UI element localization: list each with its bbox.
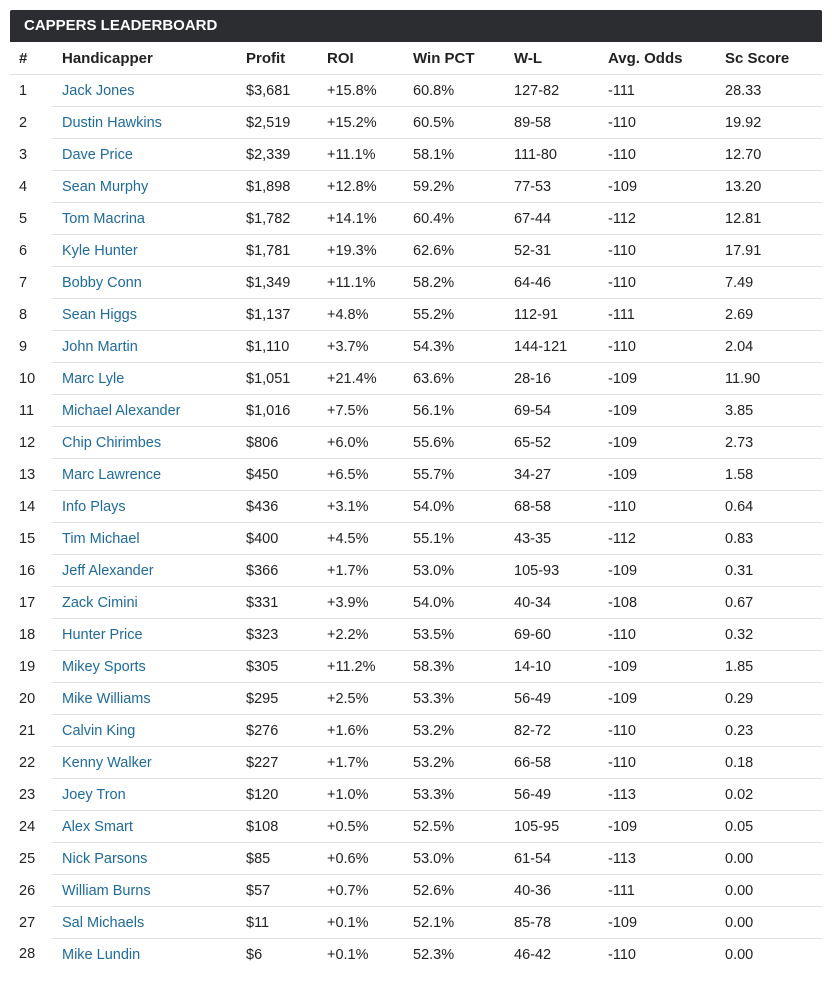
profit-cell: $323 — [246, 619, 327, 651]
table-row — [10, 171, 822, 203]
sc-score-cell: 0.02 — [725, 779, 822, 811]
win-pct-cell: 62.6% — [413, 235, 514, 267]
avg-odds-cell: -110 — [608, 715, 725, 747]
handicapper-cell — [52, 235, 246, 267]
profit-cell: $400 — [246, 523, 327, 555]
avg-odds-cell: -109 — [608, 171, 725, 203]
sc-score-cell: 0.32 — [725, 619, 822, 651]
column-header-profit: Profit — [246, 42, 327, 75]
table-row — [10, 427, 822, 459]
sc-score-cell: 13.20 — [725, 171, 822, 203]
profit-cell: $57 — [246, 875, 327, 907]
rank-cell: 26 — [19, 882, 36, 899]
roi-cell: +6.0% — [327, 427, 413, 459]
profit-cell: $1,110 — [246, 331, 327, 363]
roi-cell: +6.5% — [327, 459, 413, 491]
roi-cell: +2.2% — [327, 619, 413, 651]
avg-odds-cell: -108 — [608, 587, 725, 619]
profit-cell: $1,782 — [246, 203, 327, 235]
sc-score-cell: 0.83 — [725, 523, 822, 555]
table-row — [10, 811, 822, 843]
rank-cell: 10 — [19, 370, 36, 387]
table-row — [10, 331, 822, 363]
handicapper-cell — [52, 299, 246, 331]
profit-cell: $2,519 — [246, 107, 327, 139]
rank-cell: 20 — [19, 690, 36, 707]
leaderboard-table — [10, 42, 822, 970]
column-header-handicapper: Handicapper — [52, 42, 246, 75]
roi-cell: +21.4% — [327, 363, 413, 395]
profit-cell: $436 — [246, 491, 327, 523]
win-pct-cell: 55.1% — [413, 523, 514, 555]
wl-cell: 66-58 — [514, 747, 608, 779]
handicapper-link[interactable]: Michael Alexander — [62, 402, 181, 419]
column-header-avg-odds: Avg. Odds — [608, 42, 725, 75]
win-pct-cell: 60.8% — [413, 75, 514, 107]
avg-odds-cell: -110 — [608, 619, 725, 651]
win-pct-cell: 53.0% — [413, 555, 514, 587]
wl-cell: 69-54 — [514, 395, 608, 427]
wl-cell: 89-58 — [514, 107, 608, 139]
handicapper-link[interactable]: Alex Smart — [62, 818, 133, 835]
handicapper-cell — [52, 939, 246, 971]
rank-cell: 4 — [19, 178, 28, 195]
rank-cell: 8 — [19, 306, 28, 323]
rank-cell: 5 — [19, 210, 28, 227]
table-row — [10, 395, 822, 427]
table-row — [10, 747, 822, 779]
table-row — [10, 619, 822, 651]
sc-score-cell: 2.73 — [725, 427, 822, 459]
wl-cell: 28-16 — [514, 363, 608, 395]
win-pct-cell: 58.3% — [413, 651, 514, 683]
handicapper-link[interactable]: Zack Cimini — [62, 594, 138, 611]
handicapper-cell — [52, 715, 246, 747]
avg-odds-cell: -110 — [608, 946, 636, 963]
handicapper-link[interactable]: Dustin Hawkins — [62, 114, 162, 131]
wl-cell: 56-49 — [514, 779, 608, 811]
avg-odds-cell: -110 — [608, 139, 725, 171]
profit-cell: $120 — [246, 779, 327, 811]
win-pct-cell: 60.4% — [413, 203, 514, 235]
roi-cell: +11.1% — [327, 267, 413, 299]
profit-cell: $1,898 — [246, 171, 327, 203]
wl-cell: 112-91 — [514, 299, 608, 331]
handicapper-cell — [52, 651, 246, 683]
win-pct-cell: 52.6% — [413, 875, 514, 907]
sc-score-cell: 0.64 — [725, 491, 822, 523]
rank-cell: 24 — [19, 818, 36, 835]
sc-score-cell: 0.00 — [725, 907, 822, 939]
handicapper-cell — [52, 363, 246, 395]
table-row — [10, 139, 822, 171]
handicapper-link[interactable]: Info Plays — [62, 498, 126, 515]
handicapper-link[interactable]: Jeff Alexander — [62, 562, 154, 579]
win-pct-cell: 55.7% — [413, 459, 514, 491]
avg-odds-cell: -111 — [608, 299, 725, 331]
handicapper-link[interactable]: Nick Parsons — [62, 850, 148, 867]
wl-cell: 64-46 — [514, 267, 608, 299]
wl-cell: 111-80 — [514, 139, 608, 171]
wl-cell: 40-34 — [514, 587, 608, 619]
sc-score-cell: 0.05 — [725, 811, 822, 843]
handicapper-link[interactable]: Hunter Price — [62, 626, 143, 643]
roi-cell: +1.7% — [327, 555, 413, 587]
profit-cell: $1,137 — [246, 299, 327, 331]
roi-cell: +4.5% — [327, 523, 413, 555]
column-header-sc-score: Sc Score — [725, 42, 822, 75]
win-pct-cell: 60.5% — [413, 107, 514, 139]
handicapper-cell — [52, 747, 246, 779]
win-pct-cell: 54.0% — [413, 587, 514, 619]
sc-score-cell: 2.69 — [725, 299, 822, 331]
profit-cell: $276 — [246, 715, 327, 747]
sc-score-cell: 0.00 — [725, 843, 822, 875]
handicapper-cell — [52, 555, 246, 587]
handicapper-cell — [52, 75, 246, 107]
handicapper-cell — [52, 619, 246, 651]
column-header-roi: ROI — [327, 42, 413, 75]
table-row — [10, 843, 822, 875]
avg-odds-cell: -110 — [608, 235, 725, 267]
roi-cell: +0.6% — [327, 843, 413, 875]
avg-odds-cell: -109 — [608, 555, 725, 587]
win-pct-cell: 58.2% — [413, 267, 514, 299]
sc-score-cell: 0.29 — [725, 683, 822, 715]
leaderboard-title: CAPPERS LEADERBOARD — [10, 10, 822, 42]
sc-score-cell: 0.67 — [725, 587, 822, 619]
roi-cell: +3.7% — [327, 331, 413, 363]
table-row — [10, 75, 822, 107]
table-row — [10, 939, 822, 971]
handicapper-cell — [52, 779, 246, 811]
rank-cell: 12 — [19, 434, 36, 451]
sc-score-cell: 17.91 — [725, 235, 822, 267]
wl-cell: 67-44 — [514, 203, 608, 235]
handicapper-cell — [52, 459, 246, 491]
handicapper-link[interactable]: Tim Michael — [62, 530, 140, 547]
sc-score-cell: 2.04 — [725, 331, 822, 363]
table-row — [10, 715, 822, 747]
sc-score-cell: 12.70 — [725, 139, 822, 171]
handicapper-cell — [52, 203, 246, 235]
wl-cell: 34-27 — [514, 459, 608, 491]
roi-cell: +11.2% — [327, 651, 413, 683]
table-row — [10, 299, 822, 331]
wl-cell: 105-93 — [514, 555, 608, 587]
sc-score-cell: 0.31 — [725, 555, 822, 587]
win-pct-cell: 56.1% — [413, 395, 514, 427]
rank-cell: 16 — [19, 562, 36, 579]
roi-cell: +0.1% — [327, 946, 369, 963]
handicapper-cell — [52, 267, 246, 299]
profit-cell: $305 — [246, 651, 327, 683]
table-row — [10, 587, 822, 619]
handicapper-cell — [52, 395, 246, 427]
wl-cell: 14-10 — [514, 651, 608, 683]
handicapper-cell — [52, 427, 246, 459]
handicapper-cell — [52, 171, 246, 203]
rank-cell: 15 — [19, 530, 36, 547]
roi-cell: +4.8% — [327, 299, 413, 331]
profit-cell: $85 — [246, 843, 327, 875]
rank-cell: 6 — [19, 242, 28, 259]
rank-cell: 14 — [19, 498, 36, 515]
avg-odds-cell: -113 — [608, 779, 725, 811]
avg-odds-cell: -109 — [608, 363, 725, 395]
cappers-leaderboard — [10, 10, 822, 970]
rank-cell: 19 — [19, 658, 36, 675]
avg-odds-cell: -110 — [608, 491, 725, 523]
table-row — [10, 459, 822, 491]
win-pct-cell: 53.2% — [413, 747, 514, 779]
win-pct-cell: 54.0% — [413, 491, 514, 523]
handicapper-cell — [52, 491, 246, 523]
avg-odds-cell: -112 — [608, 523, 725, 555]
roi-cell: +0.1% — [327, 907, 413, 939]
avg-odds-cell: -109 — [608, 459, 725, 491]
table-row — [10, 363, 822, 395]
rank-cell: 18 — [19, 626, 36, 643]
table-row — [10, 779, 822, 811]
roi-cell: +0.5% — [327, 811, 413, 843]
handicapper-link[interactable]: John Martin — [62, 338, 138, 355]
handicapper-link[interactable]: Tom Macrina — [62, 210, 145, 227]
win-pct-cell: 63.6% — [413, 363, 514, 395]
roi-cell: +11.1% — [327, 139, 413, 171]
avg-odds-cell: -110 — [608, 267, 725, 299]
wl-cell: 43-35 — [514, 523, 608, 555]
wl-cell: 46-42 — [514, 946, 552, 963]
win-pct-cell: 55.2% — [413, 299, 514, 331]
win-pct-cell: 53.3% — [413, 683, 514, 715]
sc-score-cell: 1.85 — [725, 651, 822, 683]
roi-cell: +1.6% — [327, 715, 413, 747]
rank-cell: 7 — [19, 274, 28, 291]
handicapper-cell — [52, 331, 246, 363]
roi-cell: +19.3% — [327, 235, 413, 267]
table-header-row — [10, 42, 822, 75]
rank-cell: 9 — [19, 338, 28, 355]
wl-cell: 61-54 — [514, 843, 608, 875]
avg-odds-cell: -111 — [608, 875, 725, 907]
table-row — [10, 203, 822, 235]
handicapper-link[interactable]: Marc Lyle — [62, 370, 125, 387]
column-header-wl: W-L — [514, 42, 608, 75]
avg-odds-cell: -112 — [608, 203, 725, 235]
handicapper-link[interactable]: Jack Jones — [62, 82, 135, 99]
rank-cell: 28 — [19, 946, 36, 963]
avg-odds-cell: -113 — [608, 843, 725, 875]
leaderboard-rows — [10, 75, 822, 971]
profit-cell: $1,016 — [246, 395, 327, 427]
roi-cell: +15.2% — [327, 107, 413, 139]
handicapper-cell — [52, 875, 246, 907]
handicapper-link[interactable]: Calvin King — [62, 722, 136, 739]
handicapper-cell — [52, 811, 246, 843]
table-row — [10, 907, 822, 939]
handicapper-link[interactable]: Chip Chirimbes — [62, 434, 162, 451]
profit-cell: $331 — [246, 587, 327, 619]
handicapper-link[interactable]: William Burns — [62, 882, 151, 899]
handicapper-cell — [52, 683, 246, 715]
win-pct-cell: 52.1% — [413, 907, 514, 939]
wl-cell: 82-72 — [514, 715, 608, 747]
sc-score-cell: 0.00 — [725, 946, 754, 963]
avg-odds-cell: -110 — [608, 331, 725, 363]
win-pct-cell: 53.5% — [413, 619, 514, 651]
rank-cell: 23 — [19, 786, 36, 803]
win-pct-cell: 55.6% — [413, 427, 514, 459]
table-row — [10, 523, 822, 555]
wl-cell: 127-82 — [514, 75, 608, 107]
sc-score-cell: 0.23 — [725, 715, 822, 747]
handicapper-cell — [52, 523, 246, 555]
handicapper-link[interactable]: Dave Price — [62, 146, 133, 163]
win-pct-cell: 53.2% — [413, 715, 514, 747]
wl-cell: 85-78 — [514, 907, 608, 939]
roi-cell: +7.5% — [327, 395, 413, 427]
win-pct-cell: 53.3% — [413, 779, 514, 811]
rank-cell: 13 — [19, 466, 36, 483]
profit-cell: $806 — [246, 427, 327, 459]
handicapper-link[interactable]: Kenny Walker — [62, 754, 152, 771]
wl-cell: 56-49 — [514, 683, 608, 715]
handicapper-link[interactable]: Sean Higgs — [62, 306, 137, 323]
profit-cell: $1,349 — [246, 267, 327, 299]
profit-cell: $295 — [246, 683, 327, 715]
roi-cell: +1.7% — [327, 747, 413, 779]
rank-cell: 1 — [19, 82, 28, 99]
wl-cell: 68-58 — [514, 491, 608, 523]
sc-score-cell: 28.33 — [725, 75, 822, 107]
rank-cell: 17 — [19, 594, 36, 611]
table-row — [10, 235, 822, 267]
sc-score-cell: 1.58 — [725, 459, 822, 491]
handicapper-cell — [52, 587, 246, 619]
handicapper-link[interactable]: Sean Murphy — [62, 178, 149, 195]
avg-odds-cell: -109 — [608, 651, 725, 683]
rank-cell: 21 — [19, 722, 36, 739]
sc-score-cell: 0.00 — [725, 875, 822, 907]
wl-cell: 69-60 — [514, 619, 608, 651]
win-pct-cell: 52.5% — [413, 811, 514, 843]
handicapper-cell — [52, 907, 246, 939]
avg-odds-cell: -109 — [608, 811, 725, 843]
sc-score-cell: 19.92 — [725, 107, 822, 139]
handicapper-cell — [52, 843, 246, 875]
avg-odds-cell: -111 — [608, 75, 725, 107]
wl-cell: 77-53 — [514, 171, 608, 203]
profit-cell: $1,051 — [246, 363, 327, 395]
sc-score-cell: 0.18 — [725, 747, 822, 779]
win-pct-cell: 53.0% — [413, 843, 514, 875]
roi-cell: +14.1% — [327, 203, 413, 235]
roi-cell: +2.5% — [327, 683, 413, 715]
wl-cell: 40-36 — [514, 875, 608, 907]
table-row — [10, 683, 822, 715]
win-pct-cell: 59.2% — [413, 171, 514, 203]
rank-cell: 22 — [19, 754, 36, 771]
table-row — [10, 267, 822, 299]
profit-cell: $11 — [246, 907, 327, 939]
rank-cell: 25 — [19, 850, 36, 867]
win-pct-cell: 54.3% — [413, 331, 514, 363]
roi-cell: +3.1% — [327, 491, 413, 523]
profit-cell: $2,339 — [246, 139, 327, 171]
handicapper-link[interactable]: Bobby Conn — [62, 274, 142, 291]
handicapper-link[interactable]: Kyle Hunter — [62, 242, 138, 259]
wl-cell: 105-95 — [514, 811, 608, 843]
sc-score-cell: 3.85 — [725, 395, 822, 427]
sc-score-cell: 7.49 — [725, 267, 822, 299]
column-header-win-pct: Win PCT — [413, 42, 514, 75]
wl-cell: 65-52 — [514, 427, 608, 459]
profit-cell: $450 — [246, 459, 327, 491]
handicapper-link[interactable]: Joey Tron — [62, 786, 126, 803]
wl-cell: 144-121 — [514, 331, 608, 363]
rank-cell: 27 — [19, 914, 36, 931]
handicapper-link[interactable]: Marc Lawrence — [62, 466, 162, 483]
sc-score-cell: 11.90 — [725, 363, 822, 395]
handicapper-link[interactable]: Mike Lundin — [62, 946, 141, 963]
roi-cell: +0.7% — [327, 875, 413, 907]
profit-cell: $366 — [246, 555, 327, 587]
rank-cell: 3 — [19, 146, 28, 163]
table-row — [10, 651, 822, 683]
win-pct-cell: 58.1% — [413, 139, 514, 171]
handicapper-cell — [52, 107, 246, 139]
avg-odds-cell: -109 — [608, 395, 725, 427]
handicapper-link[interactable]: Mikey Sports — [62, 658, 146, 675]
roi-cell: +15.8% — [327, 75, 413, 107]
rank-cell: 2 — [19, 114, 28, 131]
wl-cell: 52-31 — [514, 235, 608, 267]
roi-cell: +3.9% — [327, 587, 413, 619]
avg-odds-cell: -110 — [608, 747, 725, 779]
avg-odds-cell: -109 — [608, 427, 725, 459]
table-row — [10, 491, 822, 523]
avg-odds-cell: -109 — [608, 683, 725, 715]
handicapper-cell — [52, 139, 246, 171]
profit-cell: $3,681 — [246, 75, 327, 107]
avg-odds-cell: -109 — [608, 907, 725, 939]
table-row — [10, 875, 822, 907]
table-row — [10, 555, 822, 587]
profit-cell: $227 — [246, 747, 327, 779]
roi-cell: +12.8% — [327, 171, 413, 203]
table-row — [10, 107, 822, 139]
handicapper-link[interactable]: Mike Williams — [62, 690, 151, 707]
profit-cell: $6 — [246, 946, 263, 963]
handicapper-link[interactable]: Sal Michaels — [62, 914, 145, 931]
roi-cell: +1.0% — [327, 779, 413, 811]
profit-cell: $1,781 — [246, 235, 327, 267]
sc-score-cell: 12.81 — [725, 203, 822, 235]
avg-odds-cell: -110 — [608, 107, 725, 139]
win-pct-cell: 52.3% — [413, 946, 455, 963]
profit-cell: $108 — [246, 811, 327, 843]
column-header-rank: # — [10, 42, 52, 75]
rank-cell: 11 — [19, 402, 35, 419]
